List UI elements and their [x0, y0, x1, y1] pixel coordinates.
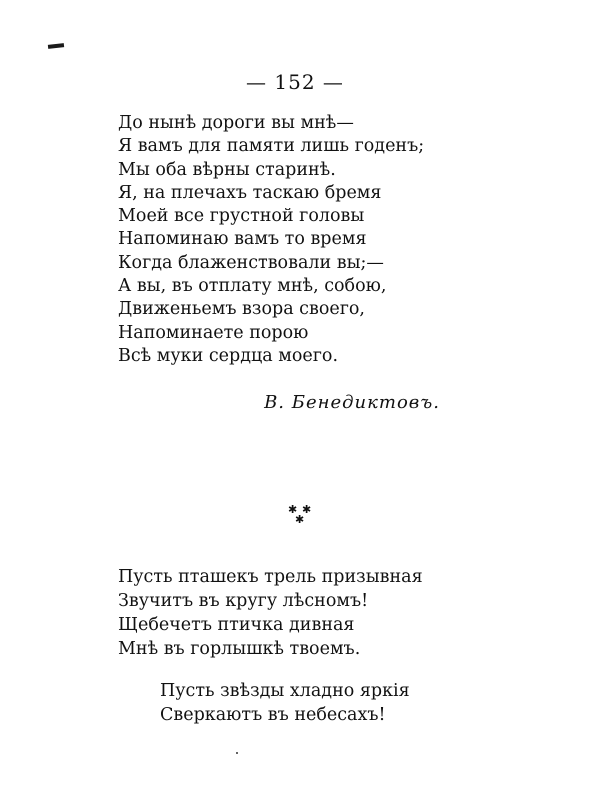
poem-line: Движеньемъ взора своего,: [118, 299, 365, 320]
poem-line: Напоминаете порою: [118, 322, 309, 343]
poem-line: Сверкаютъ въ небесахъ!: [160, 705, 386, 725]
poem-line: Мы оба вѣрны старинѣ.: [118, 159, 336, 180]
poem-line: Я вамъ для памяти лишь годенъ;: [118, 136, 425, 157]
poem-stanza-3: [160, 679, 410, 727]
poem-line: Пусть пташекъ трель призывная: [118, 567, 423, 587]
author-signature: В. Бенедиктовъ.: [264, 392, 440, 413]
poem-stanza-1: [118, 112, 424, 368]
poem-line: Щебечетъ птичка дивная: [118, 615, 355, 635]
paper-speck: [236, 752, 238, 754]
asterisk-icon: ✱: [302, 503, 312, 516]
poem-line: Я, на плечахъ таскаю бремя: [118, 182, 382, 203]
asterisk-icon: ✱: [295, 513, 305, 526]
asterism-divider: [288, 504, 328, 530]
page-number: — 152 —: [246, 70, 344, 94]
poem-stanza-2: [118, 565, 423, 661]
poem-line: Пусть звѣзды хладно яркія: [160, 681, 410, 701]
poem-line: Когда блаженствовали вы;—: [118, 252, 384, 273]
poem-line: Звучитъ въ кругу лѣсномъ!: [118, 591, 369, 611]
asterisk-icon: ✱: [288, 503, 298, 516]
poem-line: Напоминаю вамъ то время: [118, 229, 367, 250]
poem-line: А вы, въ отплату мнѣ, собою,: [118, 276, 387, 297]
poem-line: Мнѣ въ горлышкѣ твоемъ.: [118, 639, 361, 659]
ink-mark: [48, 43, 64, 49]
poem-line: Всѣ муки сердца моего.: [118, 345, 339, 366]
poem-line: До нынѣ дороги вы мнѣ—: [118, 113, 354, 133]
poem-line: Моей все грустной головы: [118, 206, 365, 227]
